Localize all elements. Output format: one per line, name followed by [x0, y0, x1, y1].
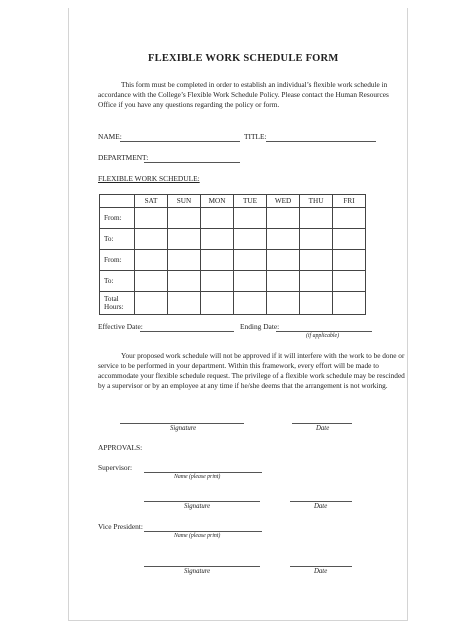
vice-president-name-field[interactable] — [144, 530, 262, 532]
title-field[interactable] — [266, 140, 376, 142]
cell-input[interactable] — [135, 250, 168, 271]
row-label-to-1: To: — [100, 229, 135, 250]
table-row — [100, 250, 366, 271]
title-label: TITLE: — [244, 132, 267, 141]
cell-input[interactable] — [234, 229, 267, 250]
ending-date-field[interactable] — [276, 330, 372, 332]
cell-input[interactable] — [300, 208, 333, 229]
name-field[interactable] — [120, 140, 240, 142]
supervisor-signature-field[interactable] — [144, 500, 260, 502]
supervisor-date-label: Date — [314, 503, 328, 510]
cell-input[interactable] — [135, 271, 168, 292]
cell-input[interactable] — [267, 271, 300, 292]
row-label-to-2: To: — [100, 271, 135, 292]
cell-input[interactable] — [135, 229, 168, 250]
cell-input[interactable] — [234, 208, 267, 229]
notice-line-3: accommodate your flexible schedule request. The privilege of a flexible work schedule may be rescinded — [98, 371, 405, 380]
hours-label: Hours: — [104, 303, 124, 311]
total-label: Total — [104, 295, 119, 303]
header-corner — [100, 195, 135, 208]
table-row — [100, 271, 366, 292]
employee-signature-label: Signature — [170, 425, 197, 432]
notice-line-1: Your proposed work schedule will not be approved if it will interfere with the work to be done or — [121, 351, 405, 360]
intro-line-2: accordance with the College’s Flexible Work Schedule Policy. Please contact the Human Resources — [98, 90, 389, 99]
cell-input[interactable] — [333, 250, 366, 271]
intro-line-1: This form must be completed in order to establish an individual’s flexible work schedule in — [121, 80, 388, 89]
cell-input[interactable] — [267, 292, 300, 315]
supervisor-label: Supervisor: — [98, 463, 133, 472]
vice-president-signature-label: Signature — [184, 568, 211, 575]
header-fri: FRI — [333, 195, 366, 208]
row-label-from-2: From: — [100, 250, 135, 271]
cell-input[interactable] — [135, 208, 168, 229]
vice-president-date-field[interactable] — [290, 565, 352, 567]
row-label-from-1: From: — [100, 208, 135, 229]
ending-date-label: Ending Date: — [240, 322, 280, 331]
header-thu: THU — [300, 195, 333, 208]
supervisor-date-field[interactable] — [290, 500, 352, 502]
if-applicable-note: (if applicable) — [306, 333, 340, 339]
vice-president-signature-field[interactable] — [144, 565, 260, 567]
header-sat: SAT — [135, 195, 168, 208]
cell-input[interactable] — [333, 229, 366, 250]
form-title: FLEXIBLE WORK SCHEDULE FORM — [148, 53, 339, 64]
cell-input[interactable] — [201, 292, 234, 315]
employee-date-field[interactable] — [292, 422, 352, 424]
cell-input[interactable] — [300, 292, 333, 315]
table-row — [100, 208, 366, 229]
schedule-heading: FLEXIBLE WORK SCHEDULE: — [98, 174, 200, 183]
vice-president-label: Vice President: — [98, 522, 143, 531]
cell-input[interactable] — [300, 250, 333, 271]
department-label: DEPARTMENT: — [98, 153, 149, 162]
cell-input[interactable] — [267, 250, 300, 271]
supervisor-signature-label: Signature — [184, 503, 211, 510]
department-field[interactable] — [144, 161, 240, 163]
cell-input[interactable] — [168, 208, 201, 229]
intro-line-3: Office if you have any questions regarding the policy or form. — [98, 100, 280, 109]
table-header-row — [100, 195, 366, 208]
table-row — [100, 229, 366, 250]
schedule-table — [99, 194, 366, 315]
cell-input[interactable] — [201, 271, 234, 292]
cell-input[interactable] — [168, 271, 201, 292]
cell-input[interactable] — [300, 229, 333, 250]
table-row-total — [100, 292, 366, 315]
cell-input[interactable] — [201, 208, 234, 229]
cell-input[interactable] — [234, 292, 267, 315]
vice-president-name-caption: Name (please print) — [174, 533, 221, 539]
effective-date-field[interactable] — [140, 330, 234, 332]
supervisor-name-caption: Name (please print) — [174, 474, 221, 480]
effective-date-label: Effective Date: — [98, 322, 143, 331]
vice-president-date-label: Date — [314, 568, 328, 575]
header-sun: SUN — [168, 195, 201, 208]
notice-line-4: by a supervisor or by an employee at any time if he/she deems that the arrangement is not working. — [98, 381, 388, 390]
header-wed: WED — [267, 195, 300, 208]
employee-signature-field[interactable] — [120, 422, 244, 424]
header-mon: MON — [201, 195, 234, 208]
cell-input[interactable] — [267, 208, 300, 229]
cell-input[interactable] — [300, 271, 333, 292]
cell-input[interactable] — [333, 208, 366, 229]
cell-input[interactable] — [234, 250, 267, 271]
cell-input[interactable] — [234, 271, 267, 292]
cell-input[interactable] — [201, 229, 234, 250]
row-label-total — [100, 292, 135, 315]
approvals-label: APPROVALS: — [98, 443, 143, 452]
cell-input[interactable] — [201, 250, 234, 271]
cell-input[interactable] — [168, 229, 201, 250]
cell-input[interactable] — [168, 250, 201, 271]
name-label: NAME: — [98, 132, 122, 141]
notice-line-2: service to be performed in your department. Within this framework, every effort will be made to — [98, 361, 379, 370]
header-tue: TUE — [234, 195, 267, 208]
cell-input[interactable] — [333, 292, 366, 315]
employee-date-label: Date — [316, 425, 330, 432]
supervisor-name-field[interactable] — [144, 471, 262, 473]
cell-input[interactable] — [333, 271, 366, 292]
cell-input[interactable] — [267, 229, 300, 250]
cell-input[interactable] — [168, 292, 201, 315]
cell-input[interactable] — [135, 292, 168, 315]
